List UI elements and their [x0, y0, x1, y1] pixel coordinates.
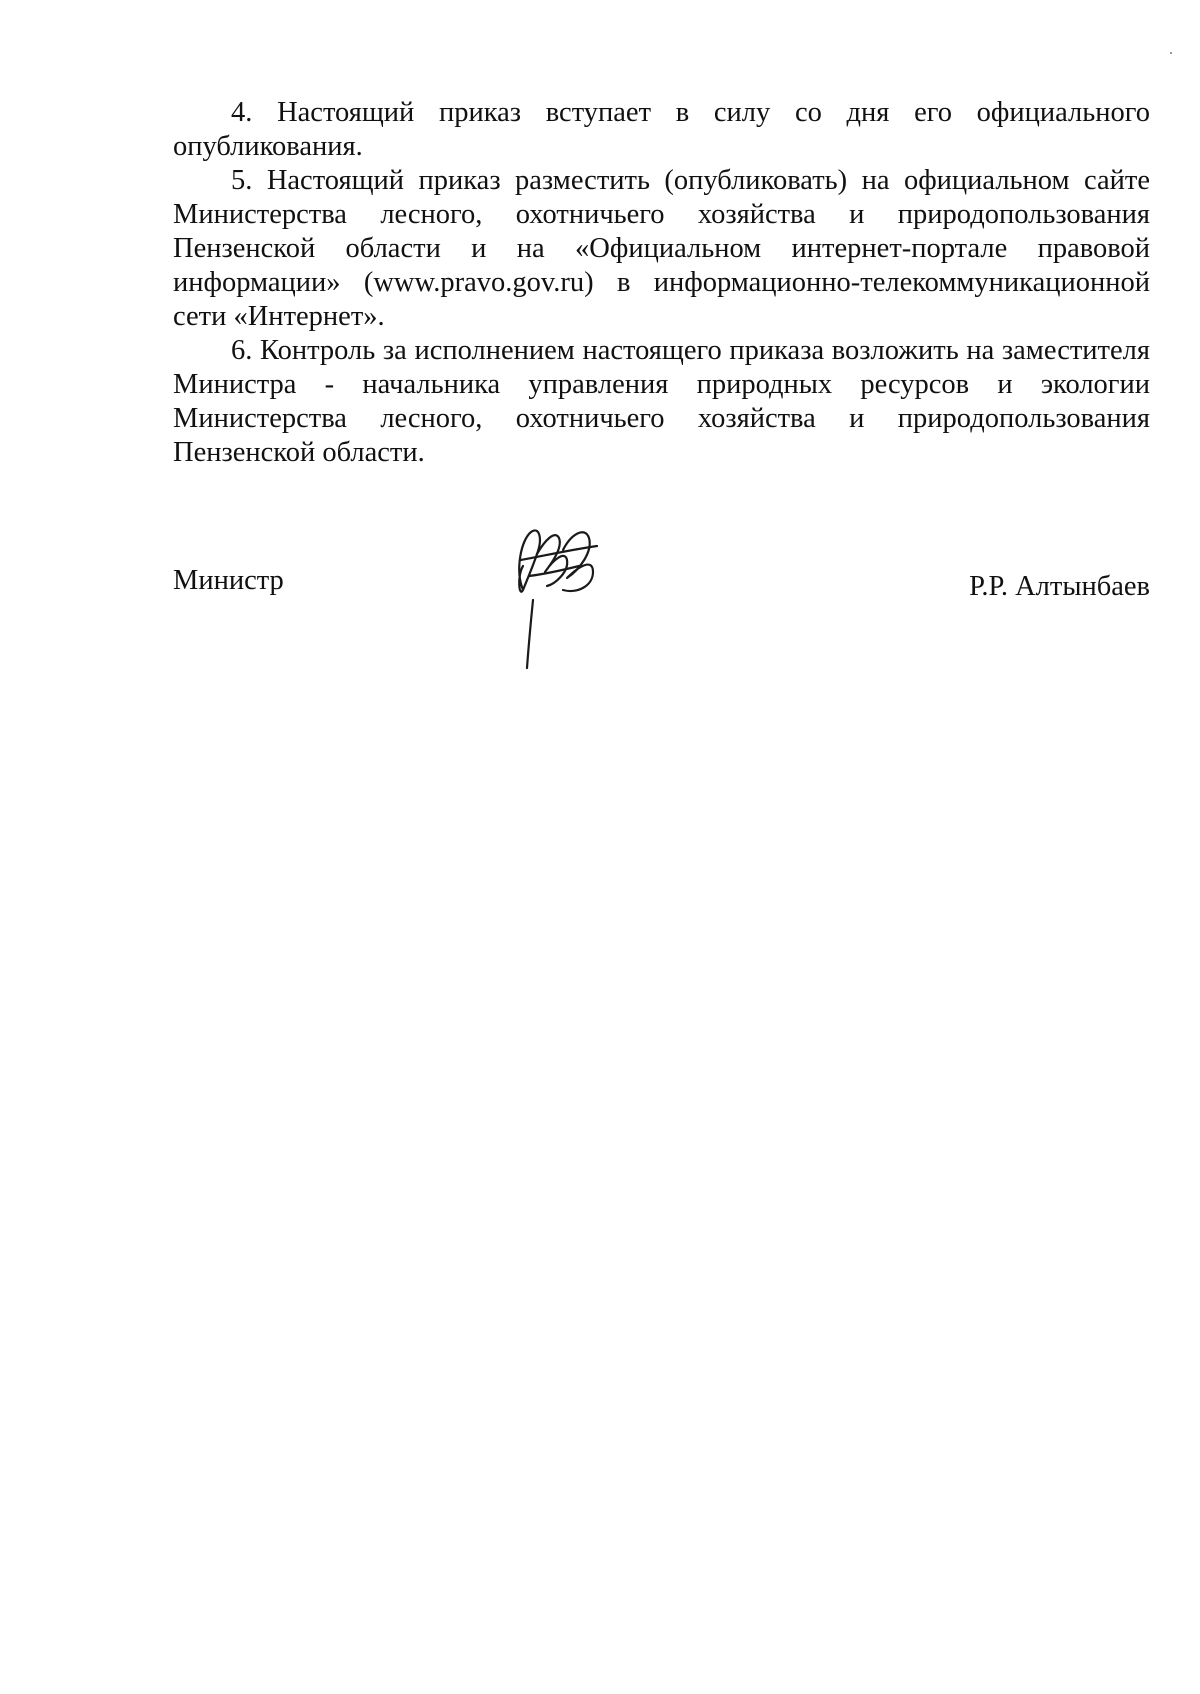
document-body: [173, 96, 1150, 470]
paragraph-4: 4. Настоящий приказ вступает в силу со дня его официального опубликования.: [173, 97, 1150, 162]
signer-position: Министр: [173, 565, 284, 596]
signature-block: [173, 520, 1150, 670]
signer-name: Р.Р. Алтынбаев: [969, 571, 1150, 602]
paragraph-6: 6. Контроль за исполнением настоящего приказа возложить на заместителя Министра - начальника управления природных ресурсов и экологии Министерства лесного, охотничьего хозяйства и природопользования Пензенской области.: [173, 335, 1150, 468]
scan-speck: [1170, 52, 1172, 54]
handwritten-signature: [493, 520, 613, 670]
paragraph-5: 5. Настоящий приказ разместить (опубликовать) на официальном сайте Министерства лесного, охотничьего хозяйства и природопользования Пензенской области и на «Официальном интернет-портале правовой информации» (www.pravo.gov.ru) в информационно-телекоммуникационной сети «Интернет».: [173, 165, 1150, 332]
